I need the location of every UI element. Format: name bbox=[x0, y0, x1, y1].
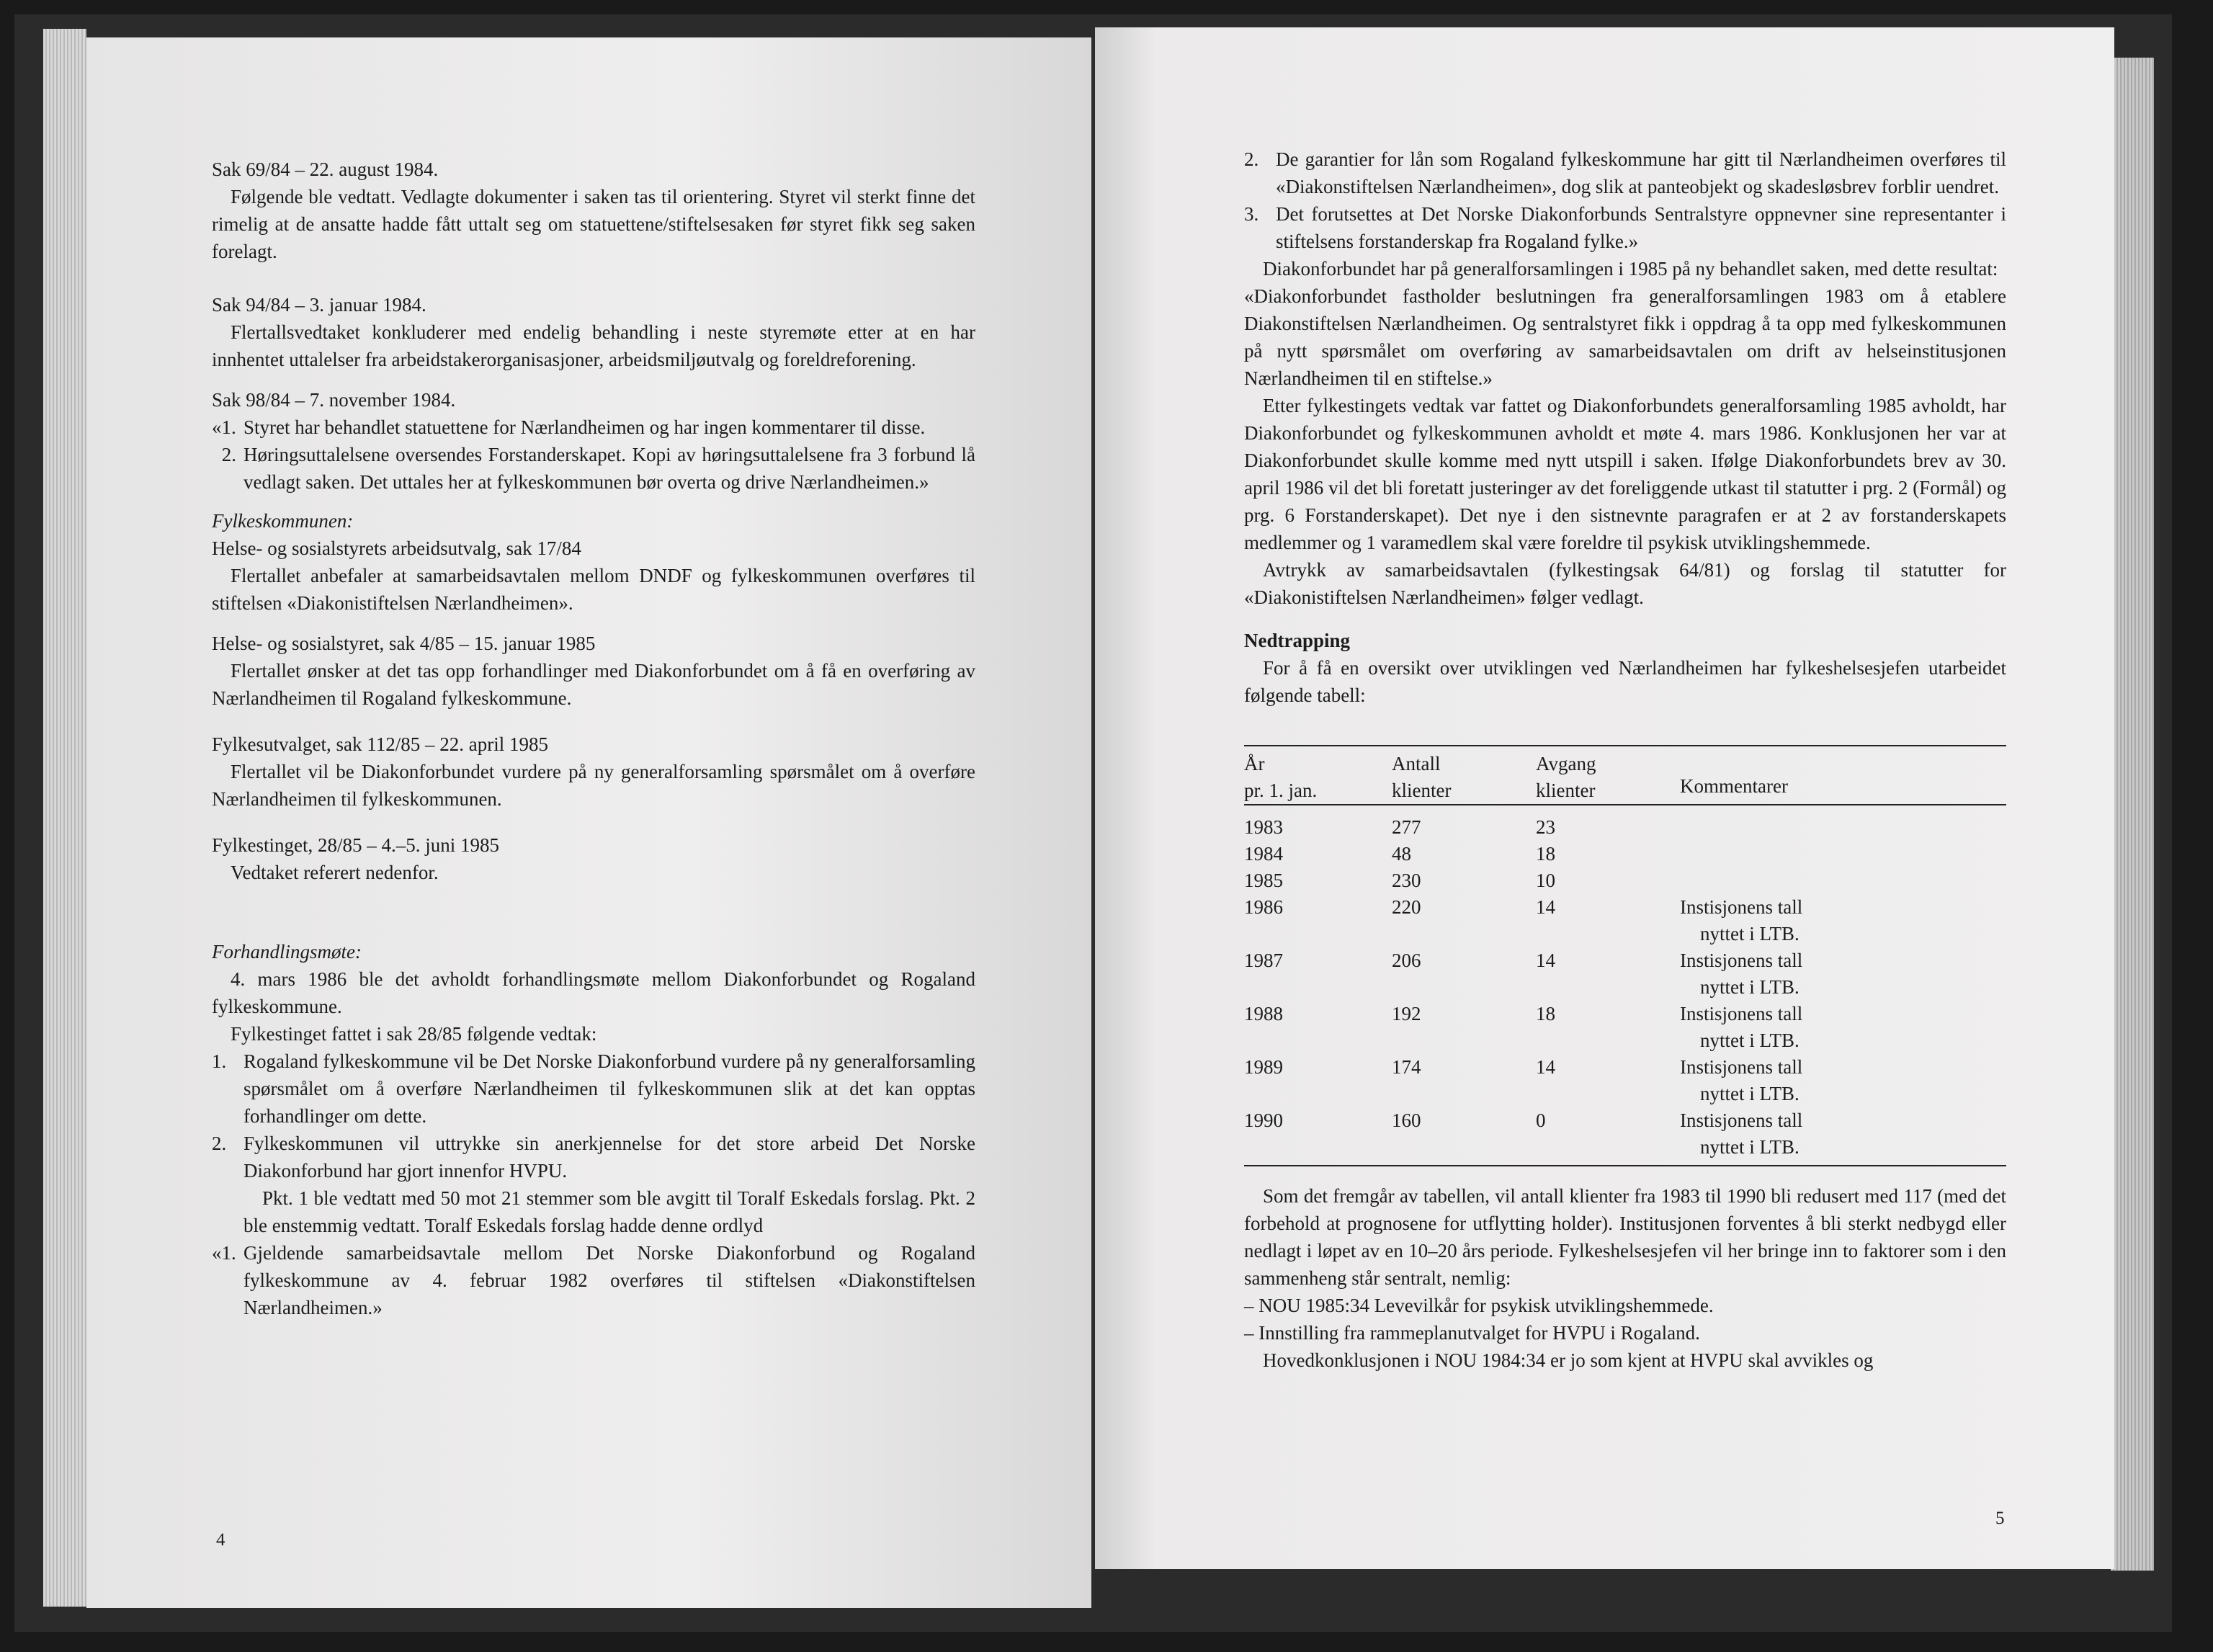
comment-line: nyttet i LTB. bbox=[1700, 1030, 1800, 1051]
comment-cell bbox=[1680, 867, 2006, 894]
list-number: «1. bbox=[212, 1242, 236, 1264]
antall-cell: 192 bbox=[1392, 1003, 1421, 1024]
year-cell: 1988 bbox=[1244, 1003, 1283, 1024]
list-number: «1. bbox=[212, 416, 236, 438]
table-row bbox=[1244, 894, 2006, 947]
paragraph: Hovedkonklusjonen i NOU 1984:34 er jo som kjent at HVPU skal avvikles og bbox=[1263, 1349, 1874, 1371]
list-number: 2. bbox=[1244, 148, 1259, 170]
list-text: De garantier for lån som Rogaland fylkeskommune har gitt til Nærlandheimen overføres til «Diakonstiftelsen Nærlandheimen», dog slik at panteobjekt og skadesløsbrev forblir uendret. bbox=[1276, 148, 2006, 197]
paragraph: Flertallsvedtaket konkluderer med endelig behandling i neste styremøte etter at en har innhentet uttalelser fra arbeidstakerorganisasjoner, arbeidsmiljøutvalg og foreldreforening. bbox=[212, 321, 975, 370]
list-item bbox=[212, 1130, 975, 1184]
comment-line: Instisjonens tall bbox=[1680, 1056, 1803, 1078]
case-heading: Sak 98/84 – 7. november 1984. bbox=[212, 389, 456, 411]
year-cell: 1984 bbox=[1244, 843, 1283, 865]
section-heading: Fylkeskommunen: bbox=[212, 510, 354, 532]
comment-cell bbox=[1680, 814, 2006, 841]
comment-line: Instisjonens tall bbox=[1680, 1109, 1803, 1131]
list-text: Høringsuttalelsene oversendes Forstanderskapet. Kopi av høringsuttalelsene fra 3 forbund lå vedlagt saken. Det uttales her at fylkeskommunen bør overta og drive Nærlandheimen.» bbox=[243, 444, 975, 493]
avgang-cell: 18 bbox=[1536, 1003, 1555, 1024]
case-heading: Helse- og sosialstyrets arbeidsutvalg, sak 17/84 bbox=[212, 537, 581, 559]
avgang-cell: 0 bbox=[1536, 1109, 1546, 1131]
year-cell: 1987 bbox=[1244, 950, 1283, 971]
list-item bbox=[1244, 146, 2006, 200]
paragraph: Avtrykk av samarbeidsavtalen (fylkestingsak 64/81) og forslag til statutter for «Diakonistiftelsen Nærlandheimen» følger vedlagt. bbox=[1244, 559, 2006, 608]
paragraph: Fylkestinget fattet i sak 28/85 følgende vedtak: bbox=[231, 1023, 597, 1045]
list-text: Rogaland fylkeskommune vil be Det Norske Diakonforbund vurdere på ny generalforsamling spørsmålet om å overføre Nærlandheimen til fylkeskommunen slik at det kan opptas forhandlinger om dette. bbox=[243, 1050, 975, 1127]
avgang-cell: 14 bbox=[1536, 1056, 1555, 1078]
avgang-cell: 14 bbox=[1536, 950, 1555, 971]
list-number: 2. bbox=[212, 1133, 227, 1154]
avgang-cell: 23 bbox=[1536, 816, 1555, 838]
comment-line: Instisjonens tall bbox=[1680, 1003, 1803, 1024]
list-line: – Innstilling fra rammeplanutvalget for HVPU i Rogaland. bbox=[1244, 1322, 1700, 1344]
comment-cell bbox=[1680, 894, 2006, 947]
paragraph: Som det fremgår av tabellen, vil antall klienter fra 1983 til 1990 bli redusert med 117 (med det forbehold at prognosene for utflytting holder). Institusjonen forventes å bli sterkt nedbygd eller nedlagt i løpet av en 10–20 års periode. Fylkeshelsesjefen vil her bringe inn to faktorer som i den sammenheng står sentralt, nemlig: bbox=[1244, 1185, 2006, 1289]
antall-cell: 277 bbox=[1392, 816, 1421, 838]
paragraph: Pkt. 1 ble vedtatt med 50 mot 21 stemmer som ble avgitt til Toralf Eskedals forslag. Pkt. 2 ble enstemmig vedtatt. Toralf Eskedals forslag hadde denne ordlyd bbox=[243, 1187, 975, 1236]
case-heading: Fylkesutvalget, sak 112/85 – 22. april 1985 bbox=[212, 733, 548, 755]
table-row bbox=[1244, 841, 2006, 867]
list-item bbox=[212, 1048, 975, 1130]
case-heading: Helse- og sosialstyret, sak 4/85 – 15. januar 1985 bbox=[212, 633, 596, 654]
comment-line: Instisjonens tall bbox=[1680, 896, 1803, 918]
list-text: Styret har behandlet statuettene for Nærlandheimen og har ingen kommentarer til disse. bbox=[243, 416, 926, 438]
paragraph: Flertallet anbefaler at samarbeidsavtalen mellom DNDF og fylkeskommunen overføres til stiftelsen «Diakonistiftelsen Nærlandheimen». bbox=[212, 565, 975, 614]
list-number: 2. bbox=[221, 444, 236, 465]
right-page-edges bbox=[2111, 58, 2154, 1571]
antall-cell: 220 bbox=[1392, 896, 1421, 918]
year-cell: 1989 bbox=[1244, 1056, 1283, 1078]
year-cell: 1983 bbox=[1244, 816, 1283, 838]
section-heading: Nedtrapping bbox=[1244, 630, 1351, 651]
antall-cell: 206 bbox=[1392, 950, 1421, 971]
list-number: 3. bbox=[1244, 203, 1259, 225]
list-text: Det forutsettes at Det Norske Diakonforbunds Sentralstyre oppnevner sine representanter i stiftelsens forstanderskap fra Rogaland fylke.» bbox=[1276, 203, 2006, 252]
paragraph: Vedtaket referert nedenfor. bbox=[231, 862, 439, 883]
antall-cell: 230 bbox=[1392, 870, 1421, 891]
list-line: – NOU 1985:34 Levevilkår for psykisk utviklingshemmede. bbox=[1244, 1295, 1714, 1316]
avgang-cell: 18 bbox=[1536, 843, 1555, 865]
comment-line: nyttet i LTB. bbox=[1700, 1136, 1800, 1158]
left-page-edges bbox=[43, 29, 86, 1607]
right-page-text bbox=[1244, 146, 2006, 1374]
column-header: Avgang klienter bbox=[1536, 753, 1596, 801]
section-heading: Forhandlingsmøte: bbox=[212, 941, 362, 963]
paragraph: For å få en oversikt over utviklingen ved Nærlandheimen har fylkeshelsesjefen utarbeidet følgende tabell: bbox=[1244, 657, 2006, 706]
comment-line: nyttet i LTB. bbox=[1700, 923, 1800, 945]
table-row bbox=[1244, 814, 2006, 841]
avgang-cell: 10 bbox=[1536, 870, 1555, 891]
comment-cell bbox=[1680, 1107, 2006, 1166]
list-text: Gjeldende samarbeidsavtale mellom Det Norske Diakonforbund og Rogaland fylkeskommune av 4. februar 1982 overføres til stiftelsen «Diakonstiftelsen Nærlandheimen.» bbox=[243, 1242, 975, 1318]
page-number: 4 bbox=[216, 1530, 225, 1550]
comment-line: Instisjonens tall bbox=[1680, 950, 1803, 971]
page-number: 5 bbox=[1995, 1509, 2005, 1528]
list-number: 1. bbox=[212, 1050, 227, 1072]
comment-line: nyttet i LTB. bbox=[1700, 1083, 1800, 1104]
table-row bbox=[1244, 1001, 2006, 1054]
table-row bbox=[1244, 947, 2006, 1001]
list-item bbox=[1244, 200, 2006, 255]
antall-cell: 160 bbox=[1392, 1109, 1421, 1131]
paragraph: Diakonforbundet har på generalforsamlingen i 1985 på ny behandlet saken, med dette resultat: bbox=[1263, 258, 1998, 280]
table-row bbox=[1244, 1107, 2006, 1166]
paragraph: 4. mars 1986 ble det avholdt forhandlingsmøte mellom Diakonforbundet og Rogaland fylkeskommune. bbox=[212, 968, 975, 1017]
case-heading: Sak 69/84 – 22. august 1984. bbox=[212, 158, 439, 180]
list-text: Fylkeskommunen vil uttrykke sin anerkjennelse for det store arbeid Det Norske Diakonforbund har gjort innenfor HVPU. bbox=[243, 1133, 975, 1182]
avgang-cell: 14 bbox=[1536, 896, 1555, 918]
case-heading: Fylkestinget, 28/85 – 4.–5. juni 1985 bbox=[212, 834, 500, 856]
antall-cell: 48 bbox=[1392, 843, 1411, 865]
paragraph: Følgende ble vedtatt. Vedlagte dokumenter i saken tas til orientering. Styret vil sterkt finne det rimelig at de ansatte hadde fått uttalt seg om statuettene/stiftelsesaken før styret fikk seg saken forelagt. bbox=[212, 186, 975, 262]
comment-cell bbox=[1680, 841, 2006, 867]
paragraph: Flertallet vil be Diakonforbundet vurdere på ny generalforsamling spørsmålet om å overføre Nærlandheimen til fylkeskommunen. bbox=[212, 761, 975, 810]
column-header: Kommentarer bbox=[1680, 775, 1788, 797]
comment-cell bbox=[1680, 1054, 2006, 1107]
comment-cell bbox=[1680, 947, 2006, 1001]
paragraph: Flertallet ønsker at det tas opp forhandlinger med Diakonforbundet om å få en overføring av Nærlandheimen til Rogaland fylkeskommune. bbox=[212, 660, 975, 709]
comment-cell bbox=[1680, 1001, 2006, 1054]
left-page-text bbox=[212, 156, 975, 1321]
list-item bbox=[212, 414, 975, 441]
paragraph: Etter fylkestingets vedtak var fattet og Diakonforbundets generalforsamling 1985 avholdt, har Diakonforbundet og fylkeskommunen avholdt et møte 4. mars 1986. Konklusjonen her var at Diakonforbundet skulle komme med nytt utspill i saken. Ifølge Diakonforbundets brev av 30. april 1986 vil det bli foretatt justeringer av det foreliggende utkast til statutter i prg. 2 (Formål) og prg. 6 Forstanderskapet). Det nye i den sistnevnte paragrafen er at 2 av forstanderskapets medlemmer og 1 varamedlem skal være foreldre til psykisk utviklingshemmede. bbox=[1244, 395, 2006, 553]
column-header: År pr. 1. jan. bbox=[1244, 753, 1318, 801]
year-cell: 1985 bbox=[1244, 870, 1283, 891]
year-cell: 1990 bbox=[1244, 1109, 1283, 1131]
antall-cell: 174 bbox=[1392, 1056, 1421, 1078]
list-item bbox=[212, 1239, 975, 1321]
case-heading: Sak 94/84 – 3. januar 1984. bbox=[212, 294, 426, 316]
table-row bbox=[1244, 1054, 2006, 1107]
client-table bbox=[1244, 745, 2006, 1166]
table-row bbox=[1244, 867, 2006, 894]
year-cell: 1986 bbox=[1244, 896, 1283, 918]
comment-line: nyttet i LTB. bbox=[1700, 976, 1800, 998]
column-header: Antall klienter bbox=[1392, 753, 1452, 801]
quote: «Diakonforbundet fastholder beslutningen fra generalforsamlingen 1983 om å etablere Diakonstiftelsen Nærlandheimen. Og sentralstyret fikk i oppdrag å ta opp med fylkeskommunen på nytt spørsmålet om overføring av samarbeidsavtalen om drift av helseinstitusjonen Nærlandheimen til en stiftelse.» bbox=[1244, 285, 2006, 389]
list-item bbox=[212, 441, 975, 496]
